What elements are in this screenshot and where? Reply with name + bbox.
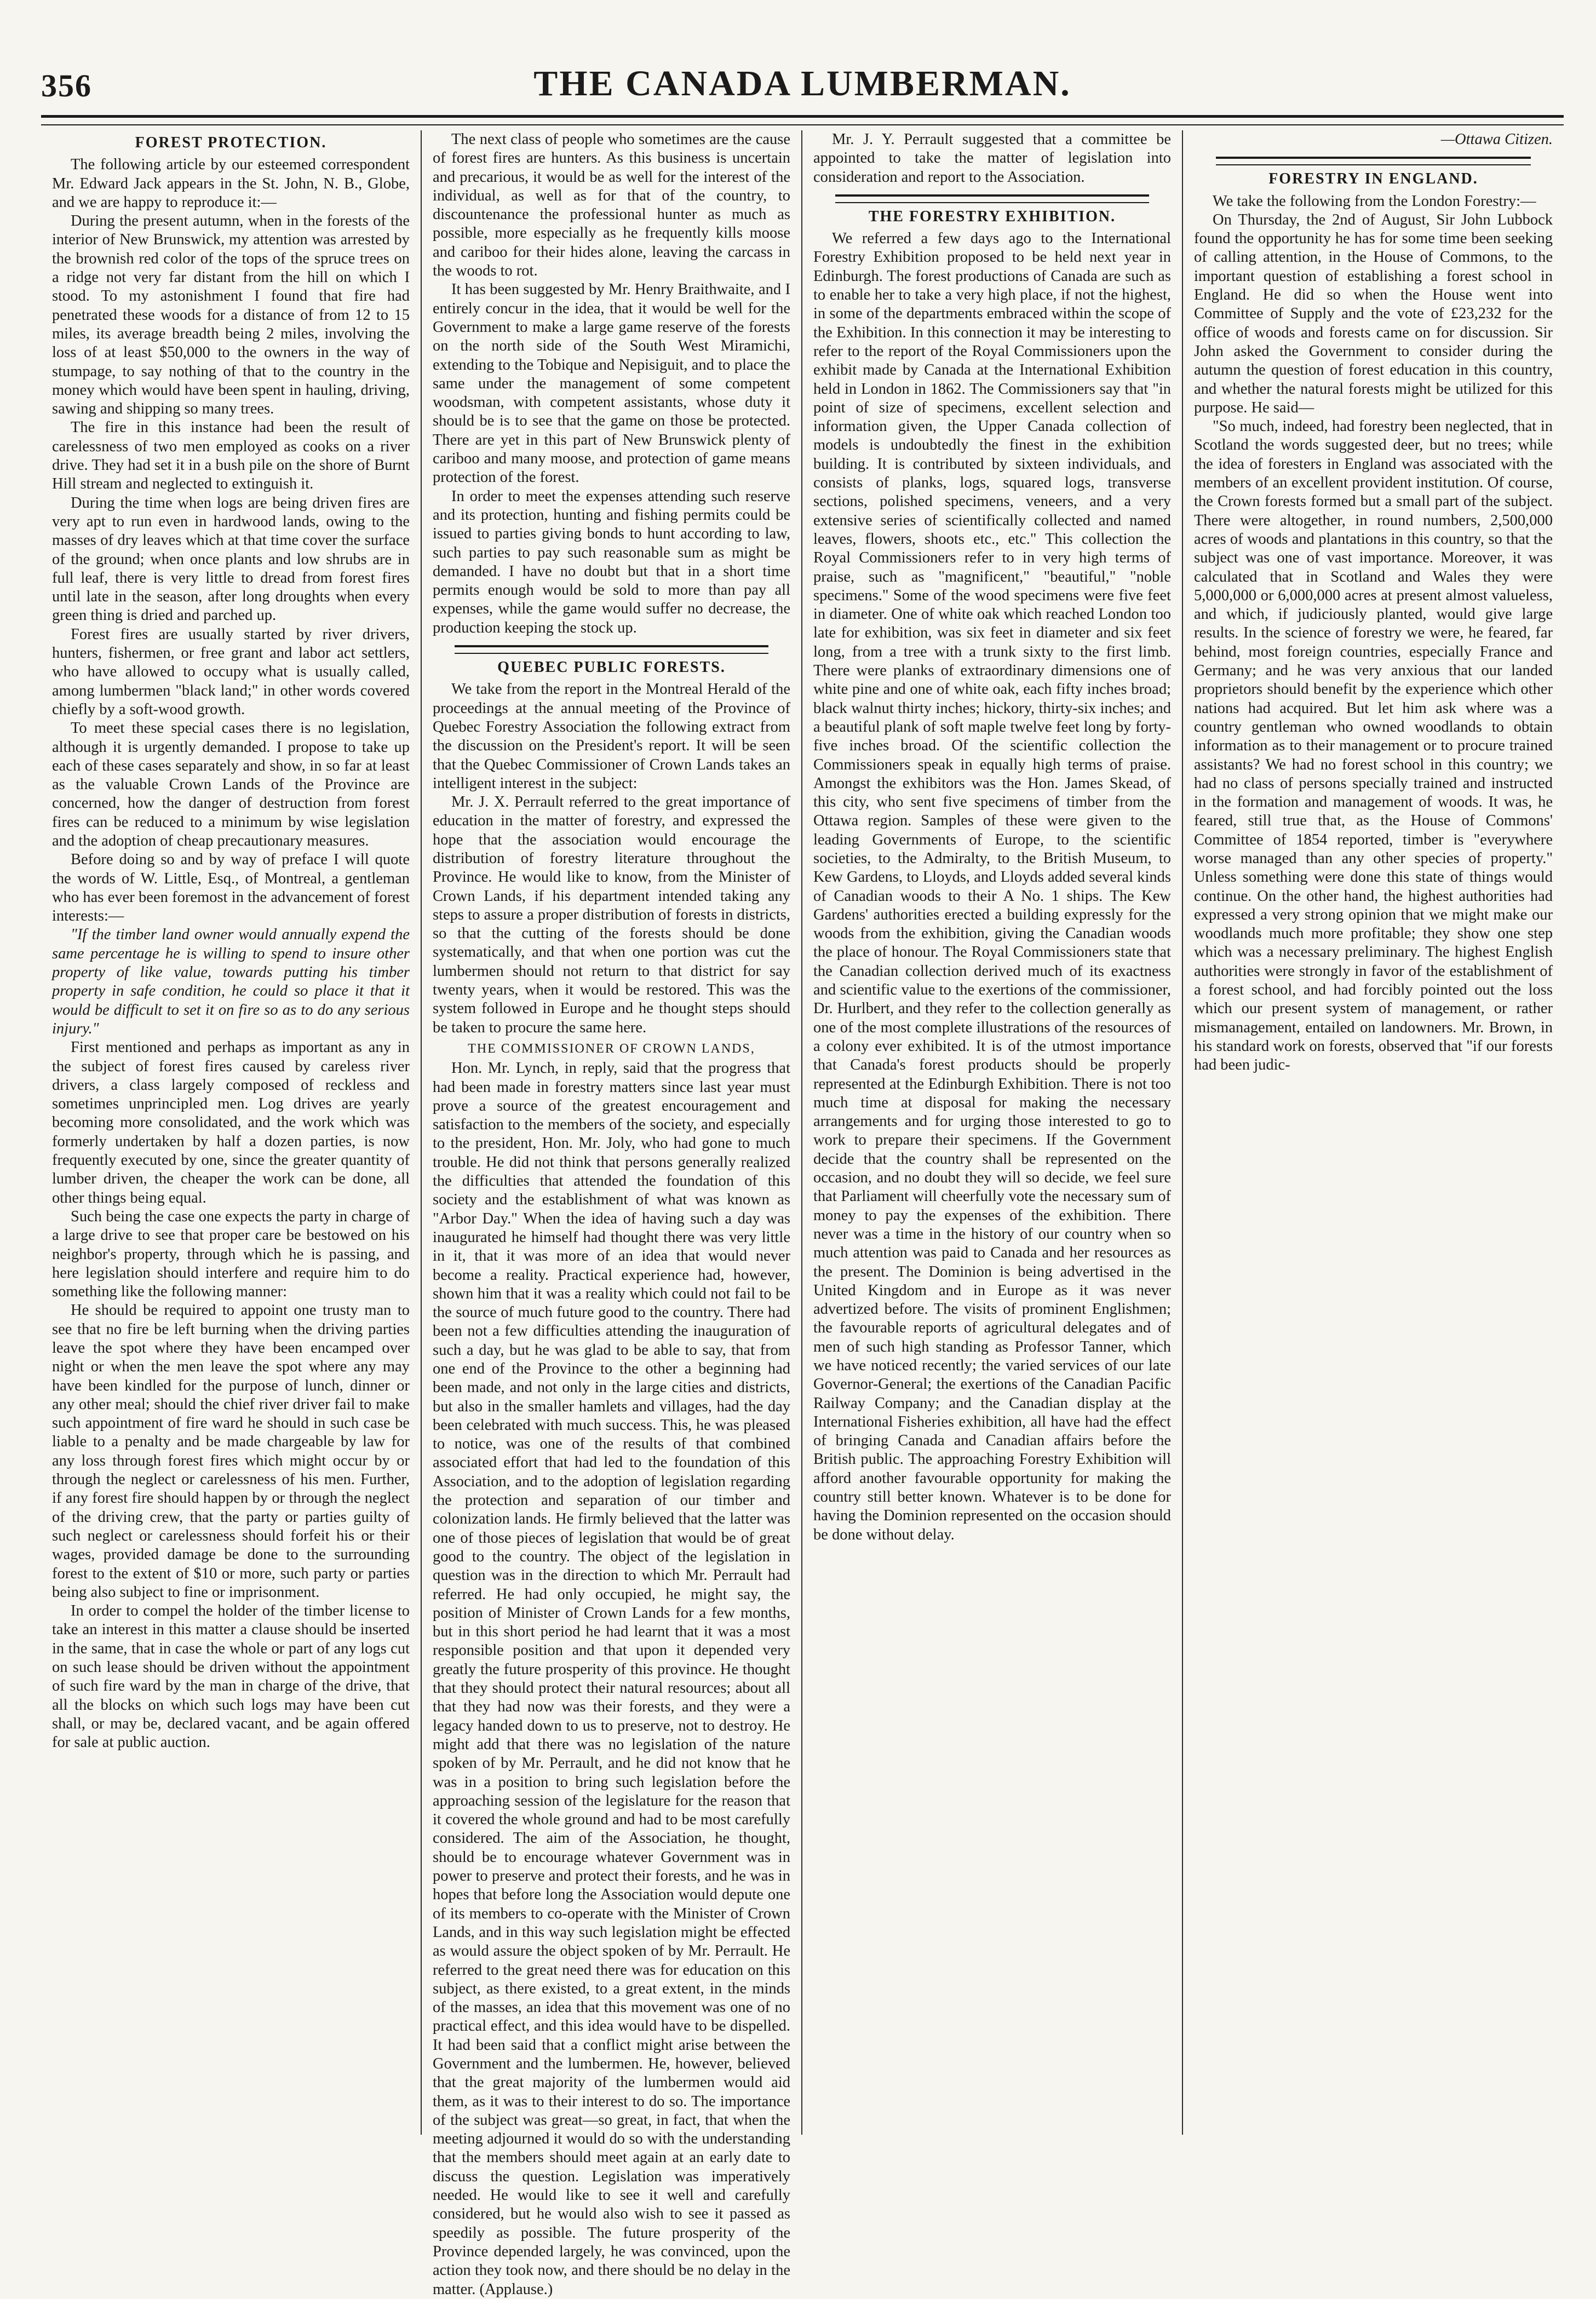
column-3	[802, 130, 1183, 2135]
forestry-in-england-heading: FORESTRY IN ENGLAND.	[1268, 170, 1478, 188]
quebec-public-forests-heading: QUEBEC PUBLIC FORESTS.	[497, 659, 726, 676]
article-paragraph: In order to compel the holder of the timber license to take an interest in this matter a clause should be inserted in the same, that in case the whole or part of any logs cut on such lease should be driven without the appointment of such fire ward by the man in charge of the drive, that all the blocks on which such logs may have been cut shall, or may be, declared vacant, and be again offered for sale at public auction.	[52, 1602, 410, 1751]
article-paragraph: Such being the case one expects the party in charge of a large drive to see that proper care be bestowed on his neighbor's property, through which he is passing, and here legislation should interfere and require him to do something like the following manner:	[52, 1208, 410, 1301]
article-paragraph: Hon. Mr. Lynch, in reply, said that the progress that had been made in forestry matters since last year must prove a source of the greatest encouragement and satisfaction to the members of the society, and especially to the president, Hon. Mr. Joly, who had gone to much trouble. He did not think that persons generally realized the difficulties that attended the foundation of this society and the establishment of what was known as "Arbor Day." When the idea of having such a day was inaugurated he himself had thought there was very little in it, that it was more of an idea that would never become a reality. Practical experience had, however, shown him that it was a reality which could not fail to be the source of much future good to the country. There had been not a few difficulties attending the inauguration of such a day, but he was glad to be able to say, that from one end of the Province to the other a beginning had been made, and not only in the large cities and districts, but also in the smaller hamlets and villages, had the day been celebrated with much success. This, he was pleased to notice, was one of the results of that combined associated effort that had led to the foundation of this Association, and to the adoption of legislation regarding the protection and separation of our timber and colonization lands. He firmly believed that the latter was one of those pieces of legislation that would be of great good to the country. The object of the legislation in question was in the direction to which Mr. Perrault had referred. He had only occupied, he might say, the position of Minister of Crown Lands for a few months, but in this short period he had learnt that it was a most responsible position and that upon it depended very greatly the future prosperity of this province. He thought that they should protect their natural resources; about all that they had now was their forests, and they were a legacy handed down to us to preserve, not to destroy. He might add that there was no legislation of the nature spoken of by Mr. Perrault, and he did not know that he was in a position to bring such legislation before the approaching session of the legislature for the reason that it covered the whole ground and had to be most carefully considered. The aim of the Association, he thought, should be to encourage whatever Government was in power to preserve and protect their forests, and he was in hopes that before long the Association would depute one of its members to co-operate with the Minister of Crown Lands, and in this way such legislation might be effected as would assure the object spoken of by Mr. Perrault. He referred to the great need there was for education on this subject, as there existed, to a great extent, in the minds of the masses, an idea that this movement was one of no practical effect, and this idea would have to be dispelled. It had been said that a conflict might arise between the Government and the lumbermen. He, however, believed that the great majority of the lumbermen would aid them, as it was to their interest to do so. The importance of the subject was great—so great, in fact, that when the meeting adjourned it would do so with the understanding that the members should meet again at an early date to discuss the question. Legislation was imperatively needed. He would like to see it well and carefully considered, but he would also wish to see it passed as speedily as possible. The future prosperity of the Province depended largely, he was convinced, upon the action they took now, and there should be no delay in the matter. (Applause.)	[433, 1060, 790, 2298]
article-paragraph: During the present autumn, when in the forests of the interior of New Brunswick, my attention was arrested by the brownish red color of the tops of the spruce trees on a ridge not very far distant from the hill on which I stood. To my astonishment I found that fire had penetrated these woods for a distance of from 12 to 15 miles, its average breadth being 2 miles, involving the loss of at least $50,000 to the owners in the way of stumpage, to say nothing of that to the country in the money which would have been spent in hauling, driving, sawing and shipping so many trees.	[52, 212, 410, 418]
article-separator	[1216, 157, 1531, 165]
forest-protection-heading: FOREST PROTECTION.	[135, 134, 327, 151]
article-columns	[41, 130, 1564, 2298]
article-paragraph: First mentioned and perhaps as important as any in the subject of forest fires caused by careless river drivers, a class largely composed of reckless and sometimes unprincipled men. Log drives are yearly becoming more consolidated, and the work which was formerly undertaken by half a dozen parties, is now frequently executed by one, since the greater quantity of lumber driven, the cheaper the work can be done, all other things being equal.	[52, 1039, 410, 1206]
article-paragraph: Mr. J. X. Perrault referred to the great importance of education in the matter of forestry, and expressed the hope that the association would encourage the distribution of forestry literature throughout the Province. He would like to know, from the Minister of Crown Lands, if his department intended taking any steps to assure a proper distribution of forests in districts, so that the cutting of the forests should be done systematically, and that when one portion was cut the lumbermen should not return to that district for say twenty years, when it would be restored. This was the system followed in Europe and he thought steps should be taken to procure the same here.	[433, 794, 790, 1036]
article-paragraph: The next class of people who sometimes are the cause of forest fires are hunters. As this business is uncertain and precarious, it would be as well for the interest of the individual, as well as for that of the country, to discountenance the professional hunter as much as possible, more especially as he frequently kills moose and cariboo for their hides alone, leaving the carcass in the woods to rot.	[433, 131, 790, 280]
commissioner-subheading: THE COMMISSIONER OF CROWN LANDS,	[468, 1041, 755, 1056]
forestry-exhibition-heading: THE FORESTRY EXHIBITION.	[868, 208, 1116, 225]
article-paragraph: On Thursday, the 2nd of August, Sir John Lubbock found the opportunity he has for some time been seeking of calling attention, in the House of Commons, to the important question of establishing a forest school in England. He did so when the House went into Committee of Supply and the vote of £23,232 for the office of woods and forests came on for discussion. Sir John asked the Government to consider during the autumn the question of forest education in this country, and whether the natural forests might be utilized for this purpose. He said—	[1194, 211, 1553, 416]
masthead-rule	[41, 115, 1564, 125]
article-paragraph: "So much, indeed, had forestry been neglected, that in Scotland the words suggested deer, but no trees; while the idea of foresters in England was associated with the members of an excellent provident institution. Of course, the Crown forests formed but a small part of the subject. There were altogether, in round numbers, 2,500,000 acres of woods and plantations in this country, so that the subject was one of vast importance. Moreover, it was calculated that in Scotland and Wales they were 5,000,000 or 6,000,000 acres at present almost valueless, and which, if judiciously planted, would give large results. In the science of forestry we were, he feared, far behind, most foreign countries, especially France and Germany; and he was very anxious that our landed proprietors should benefit by the experience which other nations had acquired. But let him ask where was a country gentleman who owned woodlands to obtain information as to their management or to procure trained assistants? We had no forest school in this country; we had no class of persons specially trained and instructed in the formation and management of woods. It was, he feared, still true that, as the House of Commons' Committee of 1854 reported, timber is "everywhere worse managed than any other species of property." Unless something were done this state of things would continue. On the other hand, the highest authorities had expressed a very strong opinion that we might make our woodlands much more profitable; they show one step which was a necessary preliminary. The highest English authorities were strongly in favor of the establishment of a forest school, and had forcibly pointed out the loss which our present system of management, or rather mismanagement, entailed on landowners. Mr. Brown, in his standard work on forests, observed that "if our forests had been judic-	[1194, 418, 1553, 1074]
masthead	[41, 63, 1564, 112]
column-4	[1183, 130, 1564, 2135]
article-separator	[455, 645, 768, 654]
article-quote: "If the timber land owner would annually expend the same percentage he is willing to spend to insure other property of like value, towards putting his timber property in safe condition, he could so place it that it would be difficult to set it on fire so as to do any serious injury."	[52, 926, 410, 1037]
article-paragraph: We referred a few days ago to the International Forestry Exhibition proposed to be held next year in Edinburgh. The forest productions of Canada are such as to enable her to take a very high place, if not the highest, in some of the departments embraced within the scope of the Exhibition. In this connection it may be interesting to refer to the report of the Royal Commissioners upon the exhibit made by Canada at the International Exhibition held in London in 1862. The Commissioners say that "in point of size of specimens, excellent selection and information given, the Upper Canada collection of models is undoubtedly the finest in the exhibition building. It is contributed by sixteen individuals, and consists of planks, logs, squared logs, transverse sections, polished specimens, veneers, and a very extensive series of scientifically collected and named leaves, flowers, shoots etc., etc." This collection the Royal Commissioners refer to in very high terms of praise, such as "magnificent," "beautiful," "noble specimens." Some of the wood specimens were five feet in diameter. One of white oak which reached London too late for exhibition, was six feet in diameter and six feet long, from a tree with a trunk sixty to the first limb. There were planks of extraordinary dimensions one of white pine and one of white oak, each fifty inches broad; black walnut thirty inches; hickory, thirty-six inches; and a beautiful plank of soft maple twelve feet long by forty-five inches broad. Of the scientific collection the Commissioners speak in equally high terms of praise. Amongst the exhibitors was the Hon. James Skead, of this city, who sent five specimens of timber from the Ottawa region. Samples of these were given to the leading Governments of Europe, to the scientific societies, to the Admiralty, to the British Museum, to Kew Gardens, to Lloyds, and Lloyds added several kinds of Canadian woods to their A No. 1 ships. The Kew Gardens' authorities erected a building expressly for the woods from the exhibition, giving the Canadian woods the place of honour. The Royal Commissioners state that the Canadian collection derived much of its exactness and scientific value to the exertions of the commissioner, Dr. Hurlbert, and they refer to the collection generally as one of the most complete illustrations of the resources of a colony ever exhibited. It is of the utmost importance that Canada's forest products should be properly represented at the Edinburgh Exhibition. There is not too much time at disposal for making the necessary arrangements and for urging those interested to go to work to prepare their specimens. If the Government decide that the country shall be represented on the occasion, and no doubt they will so decide, we feel sure that Parliament will cheerfully vote the necessary sum of money to pay the expenses of the exhibition. There never was a time in the history of our country when so much attention was paid to Canada and her resources as the present. The Dominion is being advertised in the United Kingdom and in Europe as it was never advertized before. The visits of prominent Englishmen; the favourable reports of agricultural delegates and of men of such high standing as Professor Tanner, which we have noticed recently; the varied services of our late Governor-General; the exertions of the Canadian Pacific Railway Company; and the Canadian display at the International Fisheries exhibition, all have had the effect of bringing Canada and Canadian affairs before the British public. The approaching Forestry Exhibition will afford another favourable opportunity for making the country still better known. Whatever is to be done for having the Dominion represented on the occasion should be done without delay.	[813, 230, 1171, 1543]
article-paragraph: We take from the report in the Montreal Herald of the proceedings at the annual meeting of the Province of Quebec Forestry Association the following extract from the discussion on the President's report. It will be seen that the Quebec Commissioner of Crown Lands takes an intelligent interest in the subject:	[433, 681, 790, 792]
article-paragraph: The fire in this instance had been the result of carelessness of two men employed as cooks on a river drive. They had set it in a bush pile on the shore of Burnt Hill stream and neglected to extinguish it.	[52, 419, 410, 493]
article-paragraph: In order to meet the expenses attending such reserve and its protection, hunting and fishing permits could be issued to parties giving bonds to hunt according to law, such parties to pay such reasonable sum as might be demanded. I have no doubt but that in a short time permits enough would be sold to more than pay all expenses, while the game would suffer no decrease, the production keeping the stock up.	[433, 487, 790, 636]
page-number: 356	[41, 68, 92, 104]
article-paragraph: Forest fires are usually started by river drivers, hunters, fishermen, or free grant and labor act settlers, who have allowed to occupy what is usually called, among lumbermen "black land;" in other words covered chiefly by a soft-wood growth.	[52, 625, 410, 718]
newspaper-title: THE CANADA LUMBERMAN.	[533, 64, 1071, 104]
article-paragraph: He should be required to appoint one trusty man to see that no fire be left burning when the driving parties leave the spot where they have been encamped over night or when the men leave the spot where any may have been kindled for the purpose of lunch, dinner or any other meal; should the chief river driver fail to make such appointment of fire ward he should in such case be liable to a penalty and be made chargeable by law for any loss through forest fires which might occur by or through the neglect or carelessness of his men. Further, if any forest fire should happen by or through the neglect of the driving crew, that the party or parties guilty of such neglect or carelessness should forfeit his or their wages, provided damage be done to the surrounding forest to the extent of $10 or more, such party or parties being also subject to fine or imprisonment.	[52, 1302, 410, 1601]
article-paragraph: Mr. J. Y. Perrault suggested that a committee be appointed to take the matter of legislation into consideration and report to the Association.	[813, 131, 1171, 186]
article-paragraph: Before doing so and by way of preface I will quote the words of W. Little, Esq., of Montreal, a gentleman who has ever been foremost in the advancement of forest interests:—	[52, 851, 410, 925]
column-2	[422, 130, 802, 2298]
article-paragraph: It has been suggested by Mr. Henry Braithwaite, and I entirely concur in the idea, that it would be well for the Government to make a large game reserve of the forests on the north side of the South West Miramichi, extending to the Tobique and Nepisiguit, and to place the same under the management of some competent woodsman, with competent assistants, whose duty it should be is to see that the game on those be protected. There are yet in this part of New Brunswick plenty of cariboo and many moose, and protection of game means protection of the forest.	[433, 281, 790, 486]
article-paragraph: We take the following from the London Forestry:—	[1213, 192, 1536, 210]
article-paragraph: The following article by our esteemed correspondent Mr. Edward Jack appears in the St. John, N. B., Globe, and we are happy to reproduce it:—	[52, 156, 410, 211]
article-credit: —Ottawa Citizen.	[1440, 131, 1553, 148]
article-paragraph: To meet these special cases there is no legislation, although it is urgently demanded. I propose to take up each of these cases separately and show, in so far at least as the valuable Crown Lands of the Province are concerned, how the danger of destruction from forest fires can be reduced to a minimum by wise legislation and the adoption of cheap precautionary measures.	[52, 720, 410, 849]
column-1	[41, 130, 422, 2135]
article-separator	[835, 194, 1149, 203]
article-paragraph: During the time when logs are being driven fires are very apt to run even in hardwood lands, owing to the masses of dry leaves which at that time cover the surface of the ground; when once plants and low shrubs are in full leaf, there is very little to dread from forest fires until late in the season, after long droughts when every green thing is dried and parched up.	[52, 494, 410, 624]
